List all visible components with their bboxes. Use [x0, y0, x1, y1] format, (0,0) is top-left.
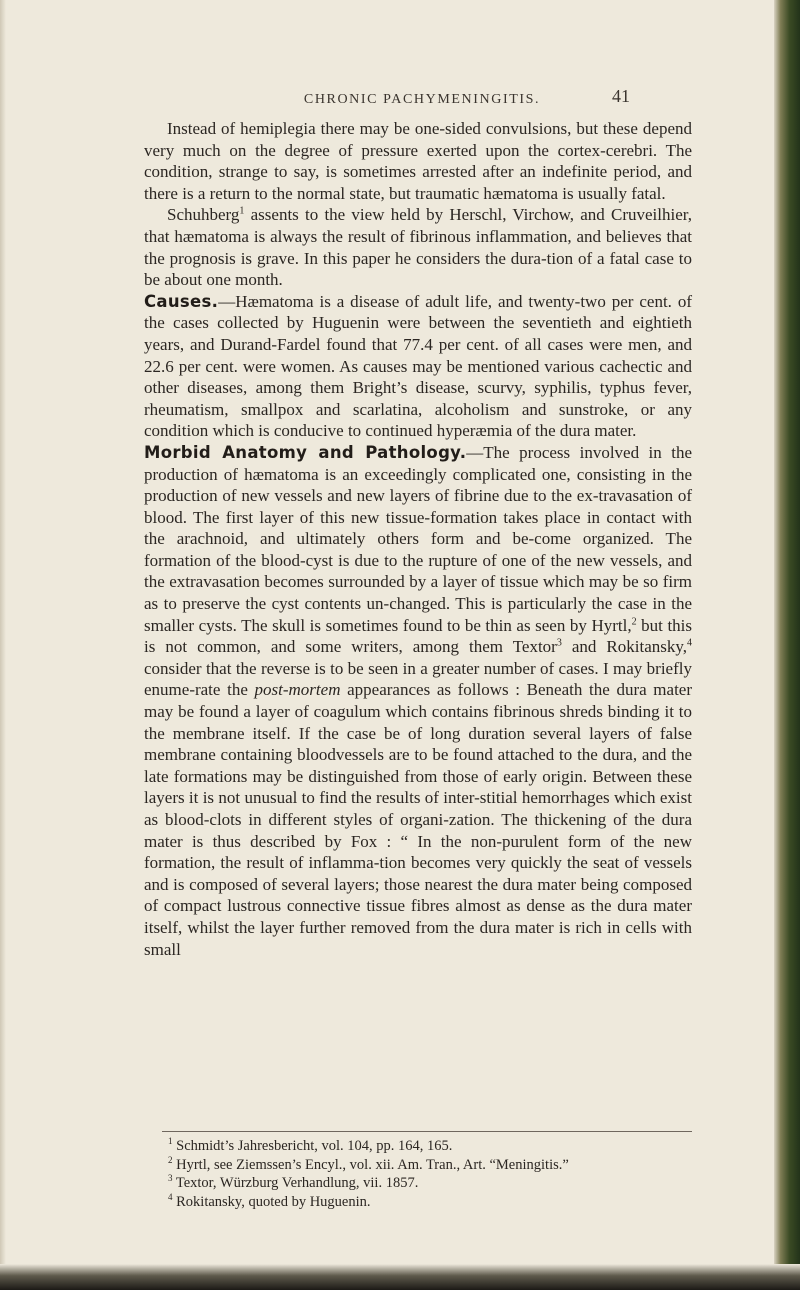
author-name: Schuhberg — [167, 205, 240, 225]
book-cover-edge — [774, 0, 800, 1290]
section-heading-morbid-anatomy: Morbid Anatomy and Pathology. — [144, 442, 467, 462]
footnote-text: Schmidt’s Jahresbericht, vol. 104, pp. 164, 165. — [172, 1138, 453, 1154]
paragraph-text: consider that the reverse is to be seen in a greater number of cases. I may briefly enume-rate the — [144, 658, 692, 700]
page-edge-left — [0, 0, 6, 1290]
footnote-number: 4 — [168, 1191, 173, 1202]
footnote-text: Textor, Würzburg Verhandlung, vii. 1857. — [172, 1175, 419, 1192]
running-head: CHRONIC PACHYMENINGITIS. — [303, 92, 541, 107]
italic-term: post-mortem — [254, 680, 341, 700]
footnote-ref-1: 1 — [239, 205, 245, 217]
footnote — [168, 1137, 698, 1156]
paragraph-text: and Rokitansky, — [561, 637, 687, 657]
paragraph-text: but this is not common, and some writers, among them Textor — [144, 615, 693, 657]
page-edge-bottom — [0, 1264, 800, 1290]
paragraph-causes — [144, 291, 692, 442]
footnote-text: Hyrtl, see Ziemssen’s Encyl., vol. xii. Am. Tran., Art. “Meningitis.” — [172, 1156, 569, 1173]
paragraph-text: assents to the view held by Herschl, Virchow, and Cruveilhier, that hæmatoma is always the result of fibrinous inflammation, and believes that the prognosis is grave. In this paper he considers the dura-tion of a fatal case to be about one month. — [144, 205, 692, 290]
paragraph-schuhberg — [144, 204, 692, 290]
footnotes — [168, 1137, 698, 1211]
paragraph-text: appearances as follows : Beneath the dura mater may be found a layer of coagulum which contains fibrinous shreds binding it to the membrane itself. If the case be of long duration several layers of false membrane containing bloodvessels are to be found attached to the dura, and the late formations may be distinguished from those of early origin. Between these layers it is not unusual to find the results of inter-stitial hemorrhages which exist as blood-clots in different styles of organi-zation. The thickening of the dura mater is thus described by Fox : “ In the non-purulent form of the new formation, the result of inflamma-tion becomes very quickly the seat of vessels and is composed of several layers; those nearest the dura mater being composed of compact lustrous connective tissue fibres almost as dense as the dura mater itself, whilst the layer further removed from the dura mater is rich in cells with small — [144, 680, 693, 959]
footnote-number: 2 — [168, 1154, 173, 1165]
footnote-number: 1 — [168, 1136, 173, 1147]
footnote-number: 3 — [168, 1173, 173, 1184]
footnote-ref-4: 4 — [687, 637, 692, 649]
section-heading-causes: Causes. — [144, 291, 219, 311]
page-number: 41 — [612, 86, 630, 106]
footnote-text: Rokitansky, quoted by Huguenin. — [172, 1193, 371, 1210]
paragraph-text: —The process involved in the production of hæmatoma is an exceedingly complicated one, consisting in the production of new vessels and new layers of fibrine due to the ex-travasation of blood. The first layer of this new tissue-formation takes place in contact with the arachnoid, and ultimately others form and be-come organized. The formation of the blood-cyst is due to the rupture of one of the new vessels, and the extravasation becomes surrounded by a layer of tissue which may be so firm as to preserve the cyst contents un-changed. This is particularly the case in the smaller cysts. The skull is sometimes found to be thin as seen by Hyrtl, — [144, 442, 692, 635]
paragraph-text: —Hæmatoma is a disease of adult life, and twenty-two per cent. of the cases collected by Huguenin were between the seventieth and eightieth years, and Durand-Fardel found that 77.4 per cent. of all cases were men, and 22.6 per cent. were women. As causes may be mentioned various cachectic and other diseases, among them Bright’s disease, scurvy, syphilis, typhus fever, rheumatism, smallpox and scarlatina, alcoholism and sunstroke, or any condition which is conducive to continued hyperæmia of the dura mater. — [144, 291, 692, 441]
footnote — [168, 1156, 698, 1175]
footnote-ref-3: 3 — [556, 637, 562, 649]
body-text — [144, 118, 692, 960]
footnote — [168, 1174, 698, 1193]
footnote — [168, 1193, 698, 1212]
footnote-ref-2: 2 — [631, 616, 637, 627]
footnote-divider — [162, 1131, 692, 1132]
paragraph-hemiplegia: Instead of hemiplegia there may be one-sided convulsions, but these depend very much on the degree of pressure exerted upon the cortex-cerebri. The condition, strange to say, is sometimes arrested after an indefinite period, and there is a return to the normal state, but traumatic hæmatoma is usually fatal. — [144, 119, 692, 203]
paragraph-morbid-anatomy — [144, 442, 692, 960]
